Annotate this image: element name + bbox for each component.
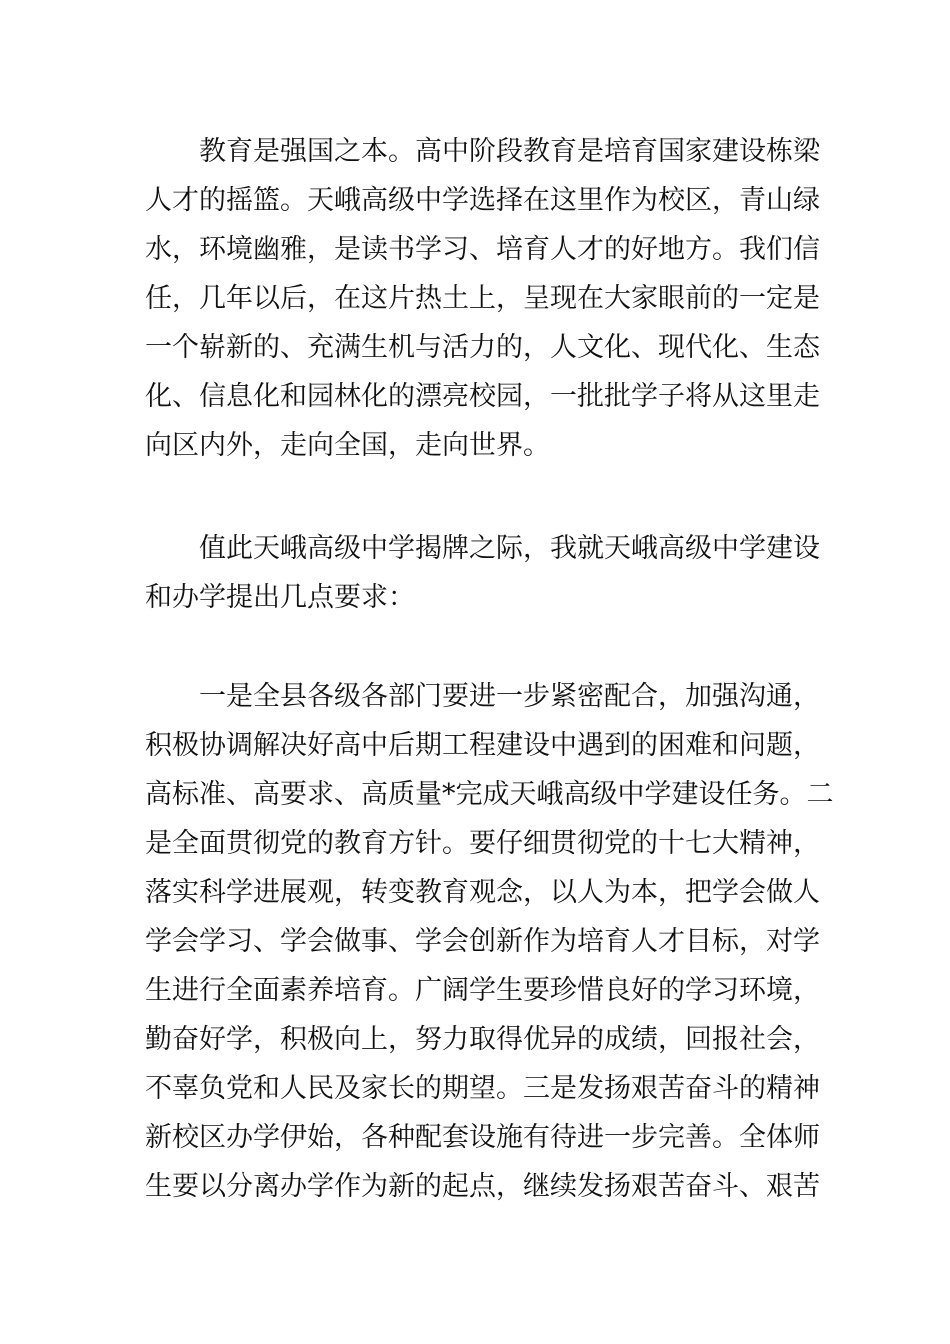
text-line: 值此天峨高级中学揭牌之际，我就天峨高级中学建设 xyxy=(199,533,820,564)
text-line: 向区内外，走向全国，走向世界。 xyxy=(145,430,550,461)
text-line: 新校区办学伊始，各种配套设施有待进一步完善。全体师 xyxy=(145,1122,820,1153)
text-line: 和办学提出几点要求： xyxy=(145,582,415,613)
text-line: 化、信息化和园林化的漂亮校园，一批批学子将从这里走 xyxy=(145,381,820,412)
text-line: 生进行全面素养培育。广阔学生要珍惜良好的学习环境， xyxy=(145,975,820,1006)
text-line: 人才的摇篮。天峨高级中学选择在这里作为校区，青山绿 xyxy=(145,185,820,216)
text-line: 不辜负党和人民及家长的期望。三是发扬艰苦奋斗的精神 xyxy=(145,1073,820,1104)
text-line: 生要以分离办学作为新的起点，继续发扬艰苦奋斗、艰苦 xyxy=(145,1171,820,1202)
paragraph-requirements-intro xyxy=(145,524,820,622)
text-line: 任，几年以后，在这片热土上，呈现在大家眼前的一定是 xyxy=(145,283,820,314)
text-line: 教育是强国之本。高中阶段教育是培育国家建设栋梁 xyxy=(199,136,820,167)
text-line: 是全面贯彻党的教育方针。要仔细贯彻党的十七大精神， xyxy=(145,828,820,859)
paragraph-education-importance xyxy=(145,127,820,470)
text-line: 一个崭新的、充满生机与活力的，人文化、现代化、生态 xyxy=(145,332,820,363)
text-line: 一是全县各级各部门要进一步紧密配合，加强沟通， xyxy=(199,681,820,712)
text-line: 水，环境幽雅，是读书学习、培育人才的好地方。我们信 xyxy=(145,234,820,265)
text-line: 落实科学进展观，转变教育观念，以人为本，把学会做人 xyxy=(145,877,820,908)
text-line: 积极协调解决好高中后期工程建设中遇到的困难和问题， xyxy=(145,730,820,761)
paragraph-requirements-list xyxy=(145,672,834,1211)
text-line: 学会学习、学会做事、学会创新作为培育人才目标，对学 xyxy=(145,926,820,957)
text-line: 高标准、高要求、高质量*完成天峨高级中学建设任务。二 xyxy=(145,779,834,810)
text-line: 勤奋好学，积极向上，努力取得优异的成绩，回报社会， xyxy=(145,1024,820,1055)
